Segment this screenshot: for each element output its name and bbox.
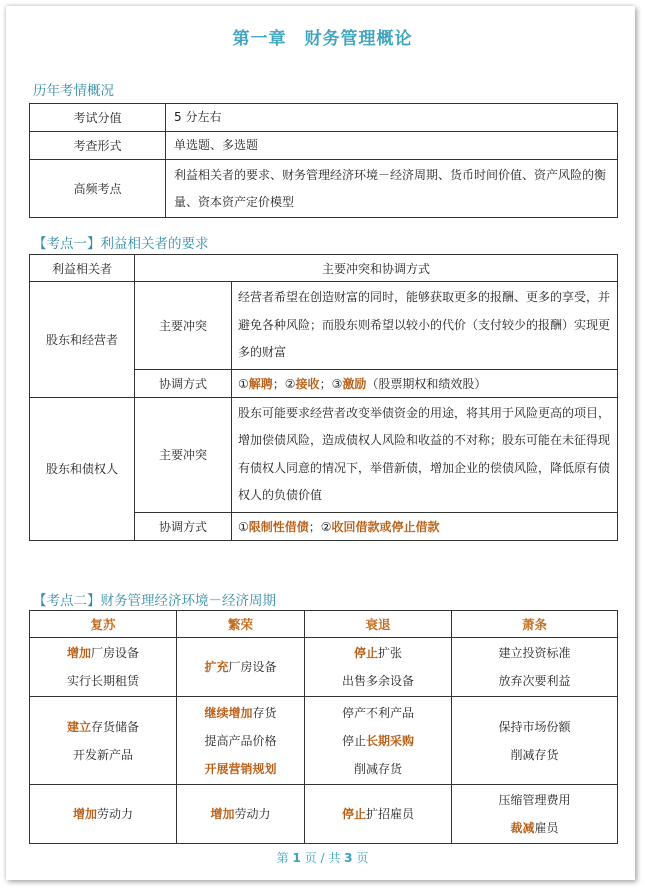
overview-value: 单选题、多选题	[166, 132, 618, 160]
cycle-cell	[452, 697, 618, 785]
table-row	[30, 611, 618, 638]
cycle-item: 裁减雇员	[510, 821, 559, 835]
coord-tail: （股票期权和绩效股）	[366, 376, 487, 391]
page-number: 1	[292, 851, 301, 865]
cycle-item: 停止扩张	[353, 646, 403, 660]
cycle-item: 建立存货储备	[66, 719, 140, 734]
table-row	[30, 785, 618, 844]
coord-marker: ①	[238, 519, 249, 534]
stakeholder-header: 利益相关者	[30, 255, 135, 282]
cycle-item: 提高产品价格	[204, 733, 277, 748]
coord-marker: ①	[238, 376, 249, 391]
party-name: 股东和经营者	[30, 282, 135, 398]
coord-label: 协调方式	[135, 512, 232, 540]
cycle-item: 压缩管理费用	[498, 793, 571, 807]
cycle-cell	[452, 785, 618, 844]
conflict-label: 主要冲突	[135, 397, 232, 512]
cycle-item: 停止扩招雇员	[341, 807, 415, 821]
cycle-item: 开展营销规划	[204, 761, 277, 776]
table-row	[30, 255, 618, 282]
table-row	[30, 282, 618, 370]
conflict-label: 主要冲突	[135, 282, 232, 370]
cycle-item: 停产不利产品	[341, 705, 414, 720]
cycle-item: 停止长期采购	[341, 733, 415, 748]
page-total: 3	[344, 851, 353, 865]
cycle-item: 削减存货	[510, 747, 559, 762]
cycle-item: 增加劳动力	[210, 807, 271, 821]
cycle-cell	[305, 785, 452, 844]
cycle-item: 实行长期租赁	[66, 674, 139, 688]
table-row	[30, 132, 618, 160]
overview-table	[29, 103, 618, 218]
page-footer: 第 1 页 / 共 3 页	[276, 851, 369, 865]
coord-highlight: 激励	[342, 376, 367, 391]
phase-header-recession: 衰退	[305, 611, 452, 638]
conflict-header: 主要冲突和协调方式	[135, 255, 618, 282]
overview-heading: 历年考情概况	[33, 83, 114, 99]
cycle-item: 削减存货	[353, 761, 402, 776]
cycle-cell	[30, 785, 177, 844]
chapter-title: 第一章 财务管理概论	[232, 29, 413, 49]
table-row	[30, 397, 618, 512]
cycle-cell	[177, 785, 305, 844]
economic-cycle-table	[29, 610, 618, 844]
cycle-cell	[177, 697, 305, 785]
cycle-item: 继续增加存货	[204, 705, 277, 720]
point2-heading: 【考点二】财务管理经济环境－经济周期	[33, 593, 276, 609]
overview-value: 利益相关者的要求、财务管理经济环境－经济周期、货币时间价值、资产风险的衡量、资本资产定价模型	[166, 160, 618, 218]
cycle-item: 增加劳动力	[72, 807, 134, 821]
cycle-item: 开发新产品	[72, 747, 133, 762]
cycle-item: 建立投资标准	[498, 646, 571, 660]
cycle-cell	[177, 638, 305, 697]
coord-highlight: 解聘	[248, 376, 273, 391]
coord-text	[232, 512, 618, 540]
overview-label: 考试分值	[30, 104, 166, 132]
phase-header-boom: 繁荣	[177, 611, 305, 638]
cycle-cell	[305, 697, 452, 785]
coord-sep: ；③	[319, 376, 343, 391]
coord-highlight: 限制性借债	[248, 519, 309, 534]
overview-label: 高频考点	[30, 160, 166, 218]
coord-highlight: 收回借款或停止借款	[331, 519, 440, 534]
overview-label: 考查形式	[30, 132, 166, 160]
overview-value: 5 分左右	[166, 104, 618, 132]
cycle-cell	[305, 638, 452, 697]
conflict-text: 经营者希望在创造财富的同时，能够获取更多的报酬、更多的享受，并避免各种风险；而股东则希望以较小的代价（支付较少的报酬）实现更多的财富	[232, 282, 618, 370]
coord-highlight: 接收	[295, 376, 320, 391]
cycle-item: 扩充厂房设备	[204, 660, 277, 674]
coord-text	[232, 369, 618, 397]
cycle-item: 放弃次要利益	[498, 674, 571, 688]
table-row	[30, 697, 618, 785]
cycle-cell	[452, 638, 618, 697]
stakeholder-table	[29, 254, 618, 541]
point1-heading: 【考点一】利益相关者的要求	[33, 236, 209, 252]
table-row	[30, 104, 618, 132]
phase-header-recovery: 复苏	[30, 611, 177, 638]
party-name: 股东和债权人	[30, 397, 135, 540]
cycle-cell	[30, 697, 177, 785]
cycle-cell	[30, 638, 177, 697]
coord-sep: ；②	[308, 519, 332, 534]
phase-header-depression: 萧条	[452, 611, 618, 638]
conflict-text: 股东可能要求经营者改变举债资金的用途，将其用于风险更高的项目，增加偿债风险，造成债权人风险和收益的不对称；股东可能在未征得现有债权人同意的情况下，举借新债，增加企业的偿债风险，降低原有债权人的负债价值	[232, 397, 618, 512]
coord-sep: ；②	[272, 376, 296, 391]
cycle-item: 增加厂房设备	[66, 646, 140, 660]
table-row	[30, 638, 618, 697]
cycle-item: 出售多余设备	[341, 674, 414, 688]
coord-label: 协调方式	[135, 369, 232, 397]
cycle-item: 保持市场份额	[498, 719, 571, 734]
table-row	[30, 160, 618, 218]
